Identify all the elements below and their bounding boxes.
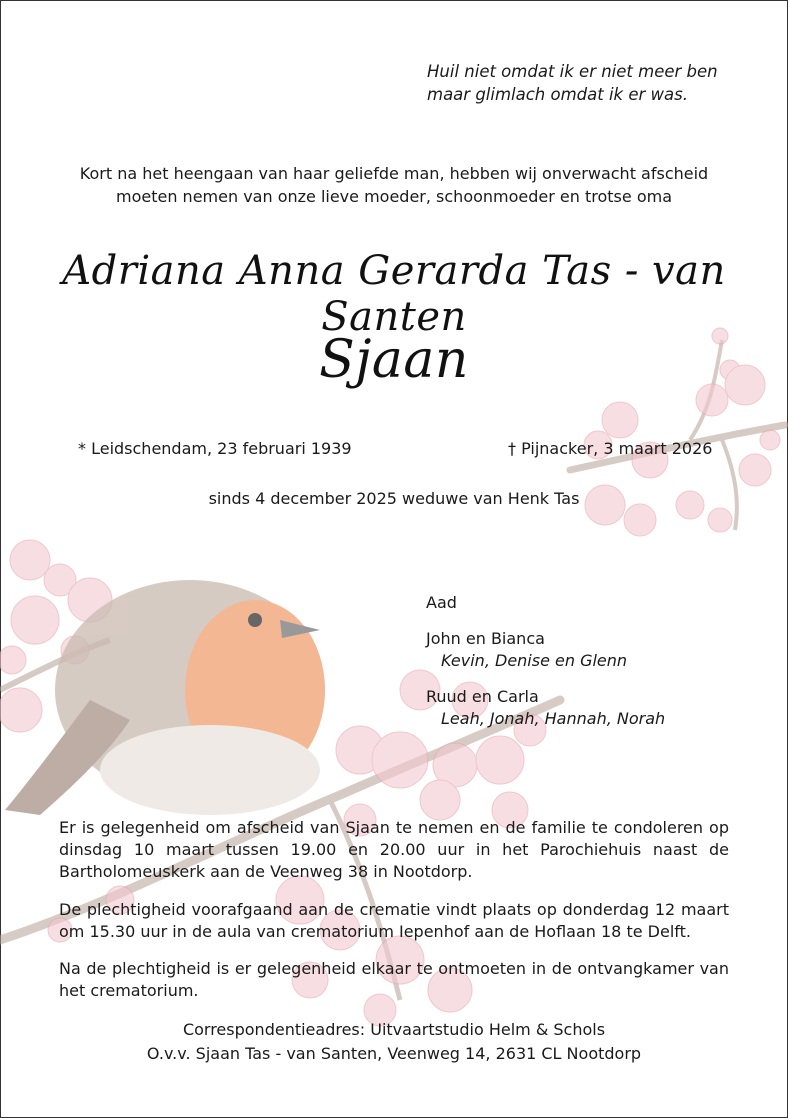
correspondence-line-2: O.v.v. Sjaan Tas - van Santen, Veenweg 14, 2631 CL Nootdorp — [146, 1044, 642, 1063]
deceased-nickname: Sjaan — [319, 330, 469, 390]
widow-note: sinds 4 december 2025 weduwe van Henk Tas — [208, 489, 580, 508]
correspondence-line-1: Correspondentieadres: Uitvaartstudio Helm & Schols — [182, 1020, 606, 1039]
birth-place-date: Leidschendam, 23 februari 1939 — [91, 439, 352, 458]
family-parents: Ruud en Carla — [426, 687, 539, 706]
intro-line-1: Kort na het heengaan van haar geliefde man, hebben wij onverwacht afscheid — [79, 164, 709, 183]
family-children: Leah, Jonah, Hannah, Norah — [441, 709, 666, 728]
deceased-full-name: Adriana Anna Gerarda Tas - van Santen — [62, 248, 726, 340]
birth-info — [78, 439, 352, 458]
opening-quote — [427, 60, 718, 106]
family-first: Aad — [426, 593, 457, 612]
death-symbol: † — [508, 439, 516, 458]
ceremony-paragraph: De plechtigheid voorafgaand aan de crematie vindt plaats op donderdag 12 maart om 15.30 uur in de aula van crematorium Iepenhof aan de Hoflaan 18 te Delft. — [59, 900, 729, 941]
intro-line-2: moeten nemen van onze lieve moeder, schoonmoeder en trotse oma — [115, 187, 672, 206]
birth-symbol: * — [78, 439, 86, 458]
quote-line-1: Huil niet omdat ik er niet meer ben — [427, 62, 718, 81]
reception-paragraph: Na de plechtigheid is er gelegenheid elkaar te ontmoeten in de ontvangkamer van het crematorium. — [59, 959, 729, 1000]
death-place-date: Pijnacker, 3 maart 2026 — [521, 439, 713, 458]
death-info — [508, 439, 712, 458]
family-children: Kevin, Denise en Glenn — [441, 651, 628, 670]
family-list — [426, 592, 665, 730]
family-parents: John en Bianca — [426, 629, 545, 648]
correspondence-address — [0, 1018, 788, 1066]
quote-line-2: maar glimlach omdat ik er was. — [427, 85, 688, 104]
intro-text — [0, 162, 788, 208]
visitation-paragraph: Er is gelegenheid om afscheid van Sjaan te nemen en de familie te condoleren op dinsdag 10 maart tussen 19.00 en 20.00 uur in het Parochiehuis naast de Bartholomeuskerk aan de Veenweg 38 in Nootdorp. — [59, 818, 729, 881]
